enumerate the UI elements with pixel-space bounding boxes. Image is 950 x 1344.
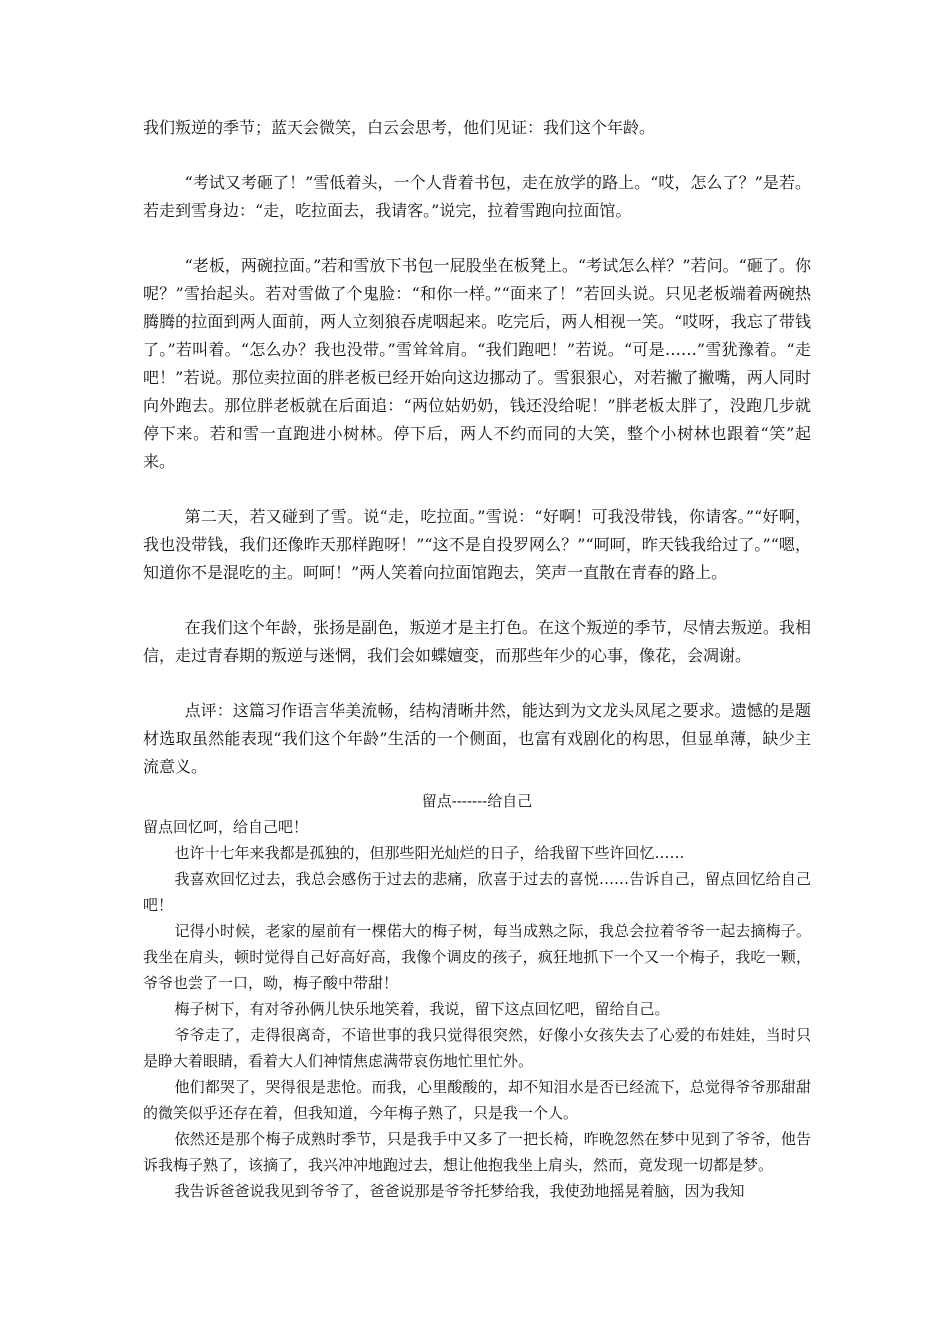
essay-two-paragraph-6: 爷爷走了，走得很离奇，不谙世事的我只觉得很突然，好像小女孩失去了心爱的布娃娃，当时只是睁大着眼睛，看着大人们神情焦虑满带哀伤地忙里忙外。 [143,1026,811,1070]
essay-two-paragraph-5: 梅子树下，有对爷孙俩儿快乐地笑着，我说，留下这点回忆吧，留给自己。 [174,1000,670,1018]
essay-two [143,814,811,1204]
essay-one-paragraph-4: 在我们这个年龄，张扬是副色，叛逆才是主打色。在这个叛逆的季节，尽情去叛逆。我相信，走过青春期的叛逆与迷惘，我们会如蝶嬗变，而那些年少的心事，像花，会凋谢。 [143,618,811,665]
essay-two-paragraph-2: 也许十七年来我都是孤独的，但那些阳光灿烂的日子，给我留下些许回忆…… [174,844,685,862]
essay-two-paragraph-1: 留点回忆呵，给自己吧！ [143,818,309,836]
essay-one [143,114,811,808]
essay-one-comment: 点评：这篇习作语言华美流畅，结构清晰井然，能达到为文龙头凤尾之要求。遗憾的是题材选取虽然能表现“我们这个年龄”生活的一个侧面，也富有戏剧化的构思，但显单薄，缺少主流意义。 [143,701,811,776]
essay-one-paragraph-3: 第二天，若又碰到了雪。说“走，吃拉面。”雪说：“好啊！可我没带钱，你请客。”“好啊，我也没带钱，我们还像昨天那样跑呀！”“这不是自投罗网么？”“呵呵，昨天钱我给过了。”“嗯，知道你不是混吃的主。呵呵！”两人笑着向拉面馆跑去，笑声一直散在青春的路上。 [143,507,811,582]
essay-one-paragraph-2: “老板，两碗拉面。”若和雪放下书包一屁股坐在板凳上。“考试怎么样？”若问。“砸了。你呢？”雪抬起头。若对雪做了个鬼脸：“和你一样。”“面来了！”若回头说。只见老板端着两碗热腾腾的拉面到两人面前，两人立刻狼吞虎咽起来。吃完后，两人相视一笑。“哎呀，我忘了带钱了。”若叫着。“怎么办？我也没带。”雪耸耸肩。“我们跑吧！”若说。“可是……”雪犹豫着。“走吧！”若说。那位卖拉面的胖老板已经开始向这边挪动了。雪狠狠心，对若撇了撇嘴，两人同时向外跑去。那位胖老板就在后面追：“两位姑奶奶，钱还没给呢！”胖老板太胖了，没跑几步就停下来。若和雪一直跑进小树林。停下后，两人不约而同的大笑，整个小树林也跟着“笑”起来。 [143,256,811,471]
essay-two-paragraph-4: 记得小时候，老家的屋前有一棵偌大的梅子树，每当成熟之际，我总会拉着爷爷一起去摘梅子。我坐在肩头，顿时觉得自己好高好高，我像个调皮的孩子，疯狂地抓下一个又一个梅子，我吃一颗，爷爷也尝了一口，呦，梅子酸中带甜！ [143,922,811,992]
essay-two-title: 留点-------给自己 [421,792,533,810]
essay-two-paragraph-9: 我告诉爸爸说我见到爷爷了，爸爸说那是爷爷托梦给我，我使劲地摇晃着脑，因为我知 [174,1182,745,1200]
essay-two-paragraph-7: 他们都哭了，哭得很是悲怆。而我，心里酸酸的，却不知泪水是否已经流下，总觉得爷爷那甜甜的微笑似乎还存在着，但我知道，今年梅子熟了，只是我一个人。 [143,1078,811,1122]
essay-two-paragraph-8: 依然还是那个梅子成熟时季节，只是我手中又多了一把长椅，昨晚忽然在梦中见到了爷爷，他告诉我梅子熟了，该摘了，我兴冲冲地跑过去，想让他抱我坐上肩头，然而，竟发现一切都是梦。 [143,1130,811,1174]
essay-one-paragraph-1: “考试又考砸了！”雪低着头，一个人背着书包，走在放学的路上。“哎，怎么了？”是若。若走到雪身边：“走，吃拉面去，我请客。”说完，拉着雪跑向拉面馆。 [143,173,811,220]
essay-two-paragraph-3: 我喜欢回忆过去，我总会感伤于过去的悲痛，欣喜于过去的喜悦……告诉自己，留点回忆给自己吧！ [143,870,811,914]
essay-one-intro-line: 我们叛逆的季节；蓝天会微笑，白云会思考，他们见证：我们这个年龄。 [143,118,656,137]
